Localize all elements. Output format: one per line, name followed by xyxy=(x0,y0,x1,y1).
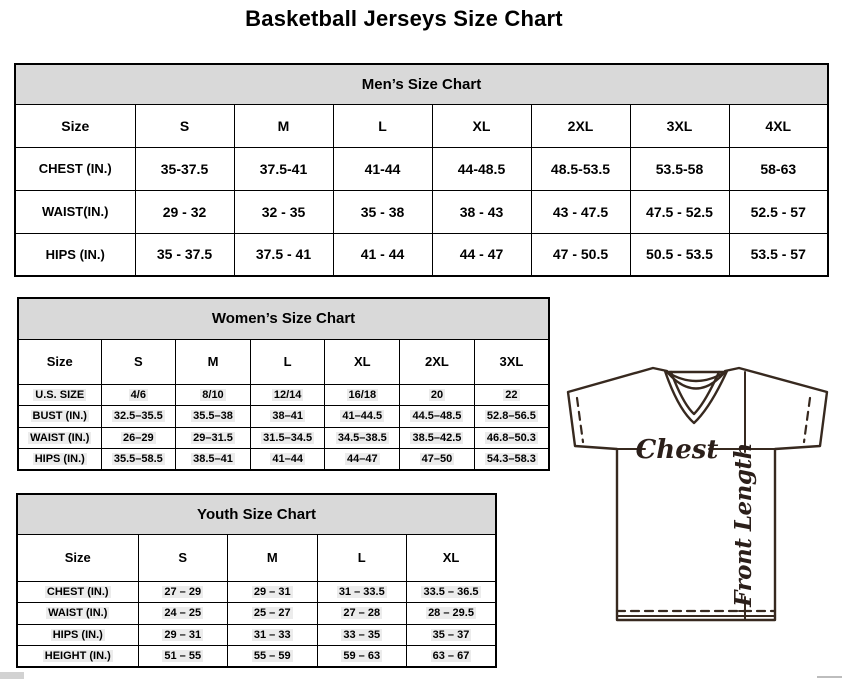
measurement-cell: 54.3–58.3 xyxy=(474,449,549,471)
left-sleeve-seam-dashed xyxy=(577,398,583,442)
measurement-cell: 4/6 xyxy=(101,384,176,406)
measurement-cell: 24 – 25 xyxy=(138,603,228,625)
size-column-header: 4XL xyxy=(729,104,828,147)
size-column-header: XL xyxy=(407,534,497,581)
measurement-cell: 47.5 - 52.5 xyxy=(630,190,729,233)
size-column-header: M xyxy=(228,534,318,581)
measurement-cell: 38.5–42.5 xyxy=(400,427,475,449)
chest-label: Chest xyxy=(635,435,719,465)
size-column-header: XL xyxy=(325,339,400,384)
womens-hips-row xyxy=(18,449,549,471)
measurement-cell: 59 – 63 xyxy=(317,646,407,668)
measurement-cell: 52.5 - 57 xyxy=(729,190,828,233)
womens-waist-row xyxy=(18,427,549,449)
measurement-cell: 38.5–41 xyxy=(176,449,251,471)
womens-size-table xyxy=(17,297,550,471)
size-column-header: 2XL xyxy=(531,104,630,147)
measurement-cell: 53.5-58 xyxy=(630,147,729,190)
front-length-label: Front Length xyxy=(730,443,757,607)
youth-table-title: Youth Size Chart xyxy=(17,494,496,534)
measurement-cell: 38 - 43 xyxy=(432,190,531,233)
measurement-cell: 27 – 29 xyxy=(138,581,228,603)
measurement-cell: 38–41 xyxy=(250,406,325,428)
measurement-cell: 41–44 xyxy=(250,449,325,471)
size-column-header: 2XL xyxy=(400,339,475,384)
measurement-cell: 47–50 xyxy=(400,449,475,471)
youth-size-table xyxy=(16,493,497,668)
measurement-cell: 25 – 27 xyxy=(228,603,318,625)
measurement-cell: 44-48.5 xyxy=(432,147,531,190)
measurement-cell: 35.5–38 xyxy=(176,406,251,428)
row-label: BUST (IN.) xyxy=(18,406,101,428)
measurement-cell: 29 – 31 xyxy=(228,581,318,603)
womens-us-size-row xyxy=(18,384,549,406)
measurement-cell: 28 – 29.5 xyxy=(407,603,497,625)
measurement-cell: 52.8–56.5 xyxy=(474,406,549,428)
measurement-cell: 46.8–50.3 xyxy=(474,427,549,449)
measurement-cell: 35 - 37.5 xyxy=(135,233,234,276)
measurement-cell: 47 - 50.5 xyxy=(531,233,630,276)
corner-header: Size xyxy=(18,339,101,384)
youth-hips-row xyxy=(17,624,496,646)
row-label: HEIGHT (IN.) xyxy=(17,646,138,668)
right-sleeve-seam-dashed xyxy=(804,398,810,442)
measurement-cell: 35.5–58.5 xyxy=(101,449,176,471)
size-column-header: S xyxy=(135,104,234,147)
row-label: CHEST (IN.) xyxy=(17,581,138,603)
measurement-cell: 8/10 xyxy=(176,384,251,406)
mens-size-table xyxy=(14,63,829,277)
measurement-cell: 50.5 - 53.5 xyxy=(630,233,729,276)
measurement-cell: 35-37.5 xyxy=(135,147,234,190)
row-label: HIPS (IN.) xyxy=(18,449,101,471)
mens-waist-row xyxy=(15,190,828,233)
size-column-header: XL xyxy=(432,104,531,147)
measurement-cell: 34.5–38.5 xyxy=(325,427,400,449)
measurement-cell: 27 – 28 xyxy=(317,603,407,625)
measurement-cell: 37.5 - 41 xyxy=(234,233,333,276)
measurement-cell: 12/14 xyxy=(250,384,325,406)
jersey-diagram xyxy=(557,357,843,629)
womens-table-title: Women’s Size Chart xyxy=(18,298,549,339)
size-column-header: 3XL xyxy=(630,104,729,147)
measurement-cell: 44.5–48.5 xyxy=(400,406,475,428)
measurement-cell: 32 - 35 xyxy=(234,190,333,233)
size-column-header: S xyxy=(138,534,228,581)
womens-bust-row xyxy=(18,406,549,428)
size-column-header: L xyxy=(333,104,432,147)
size-column-header: L xyxy=(250,339,325,384)
measurement-cell: 33 – 35 xyxy=(317,624,407,646)
corner-header: Size xyxy=(17,534,138,581)
womens-header-row xyxy=(18,339,549,384)
size-column-header: L xyxy=(317,534,407,581)
measurement-cell: 31.5–34.5 xyxy=(250,427,325,449)
measurement-cell: 55 – 59 xyxy=(228,646,318,668)
row-label: HIPS (IN.) xyxy=(17,624,138,646)
measurement-cell: 29–31.5 xyxy=(176,427,251,449)
corner-header: Size xyxy=(15,104,135,147)
jersey-outline xyxy=(568,368,827,620)
mens-hips-row xyxy=(15,233,828,276)
measurement-cell: 43 - 47.5 xyxy=(531,190,630,233)
measurement-cell: 26–29 xyxy=(101,427,176,449)
measurement-cell: 20 xyxy=(400,384,475,406)
youth-height-row xyxy=(17,646,496,668)
bottom-left-artifact xyxy=(0,672,24,679)
measurement-cell: 35 - 38 xyxy=(333,190,432,233)
row-label: HIPS (IN.) xyxy=(15,233,135,276)
youth-chest-row xyxy=(17,581,496,603)
measurement-cell: 16/18 xyxy=(325,384,400,406)
measurement-cell: 41–44.5 xyxy=(325,406,400,428)
mens-chest-row xyxy=(15,147,828,190)
measurement-cell: 41 - 44 xyxy=(333,233,432,276)
measurement-cell: 48.5-53.5 xyxy=(531,147,630,190)
youth-header-row xyxy=(17,534,496,581)
measurement-cell: 29 – 31 xyxy=(138,624,228,646)
measurement-cell: 35 – 37 xyxy=(407,624,497,646)
measurement-cell: 37.5-41 xyxy=(234,147,333,190)
measurement-cell: 44 - 47 xyxy=(432,233,531,276)
measurement-cell: 41-44 xyxy=(333,147,432,190)
row-label: WAIST (IN.) xyxy=(17,603,138,625)
size-column-header: M xyxy=(234,104,333,147)
measurement-cell: 51 – 55 xyxy=(138,646,228,668)
bottom-right-artifact xyxy=(817,676,842,678)
measurement-cell: 22 xyxy=(474,384,549,406)
measurement-cell: 53.5 - 57 xyxy=(729,233,828,276)
size-column-header: S xyxy=(101,339,176,384)
mens-table-title: Men’s Size Chart xyxy=(15,64,828,104)
youth-waist-row xyxy=(17,603,496,625)
measurement-cell: 44–47 xyxy=(325,449,400,471)
row-label: WAIST (IN.) xyxy=(18,427,101,449)
measurement-cell: 58-63 xyxy=(729,147,828,190)
mens-header-row xyxy=(15,104,828,147)
measurement-cell: 31 – 33 xyxy=(228,624,318,646)
row-label: U.S. SIZE xyxy=(18,384,101,406)
size-column-header: M xyxy=(176,339,251,384)
size-column-header: 3XL xyxy=(474,339,549,384)
measurement-cell: 33.5 – 36.5 xyxy=(407,581,497,603)
measurement-cell: 63 – 67 xyxy=(407,646,497,668)
measurement-cell: 29 - 32 xyxy=(135,190,234,233)
row-label: CHEST (IN.) xyxy=(15,147,135,190)
row-label: WAIST(IN.) xyxy=(15,190,135,233)
page-title: Basketball Jerseys Size Chart xyxy=(245,6,563,31)
measurement-cell: 31 – 33.5 xyxy=(317,581,407,603)
measurement-cell: 32.5–35.5 xyxy=(101,406,176,428)
